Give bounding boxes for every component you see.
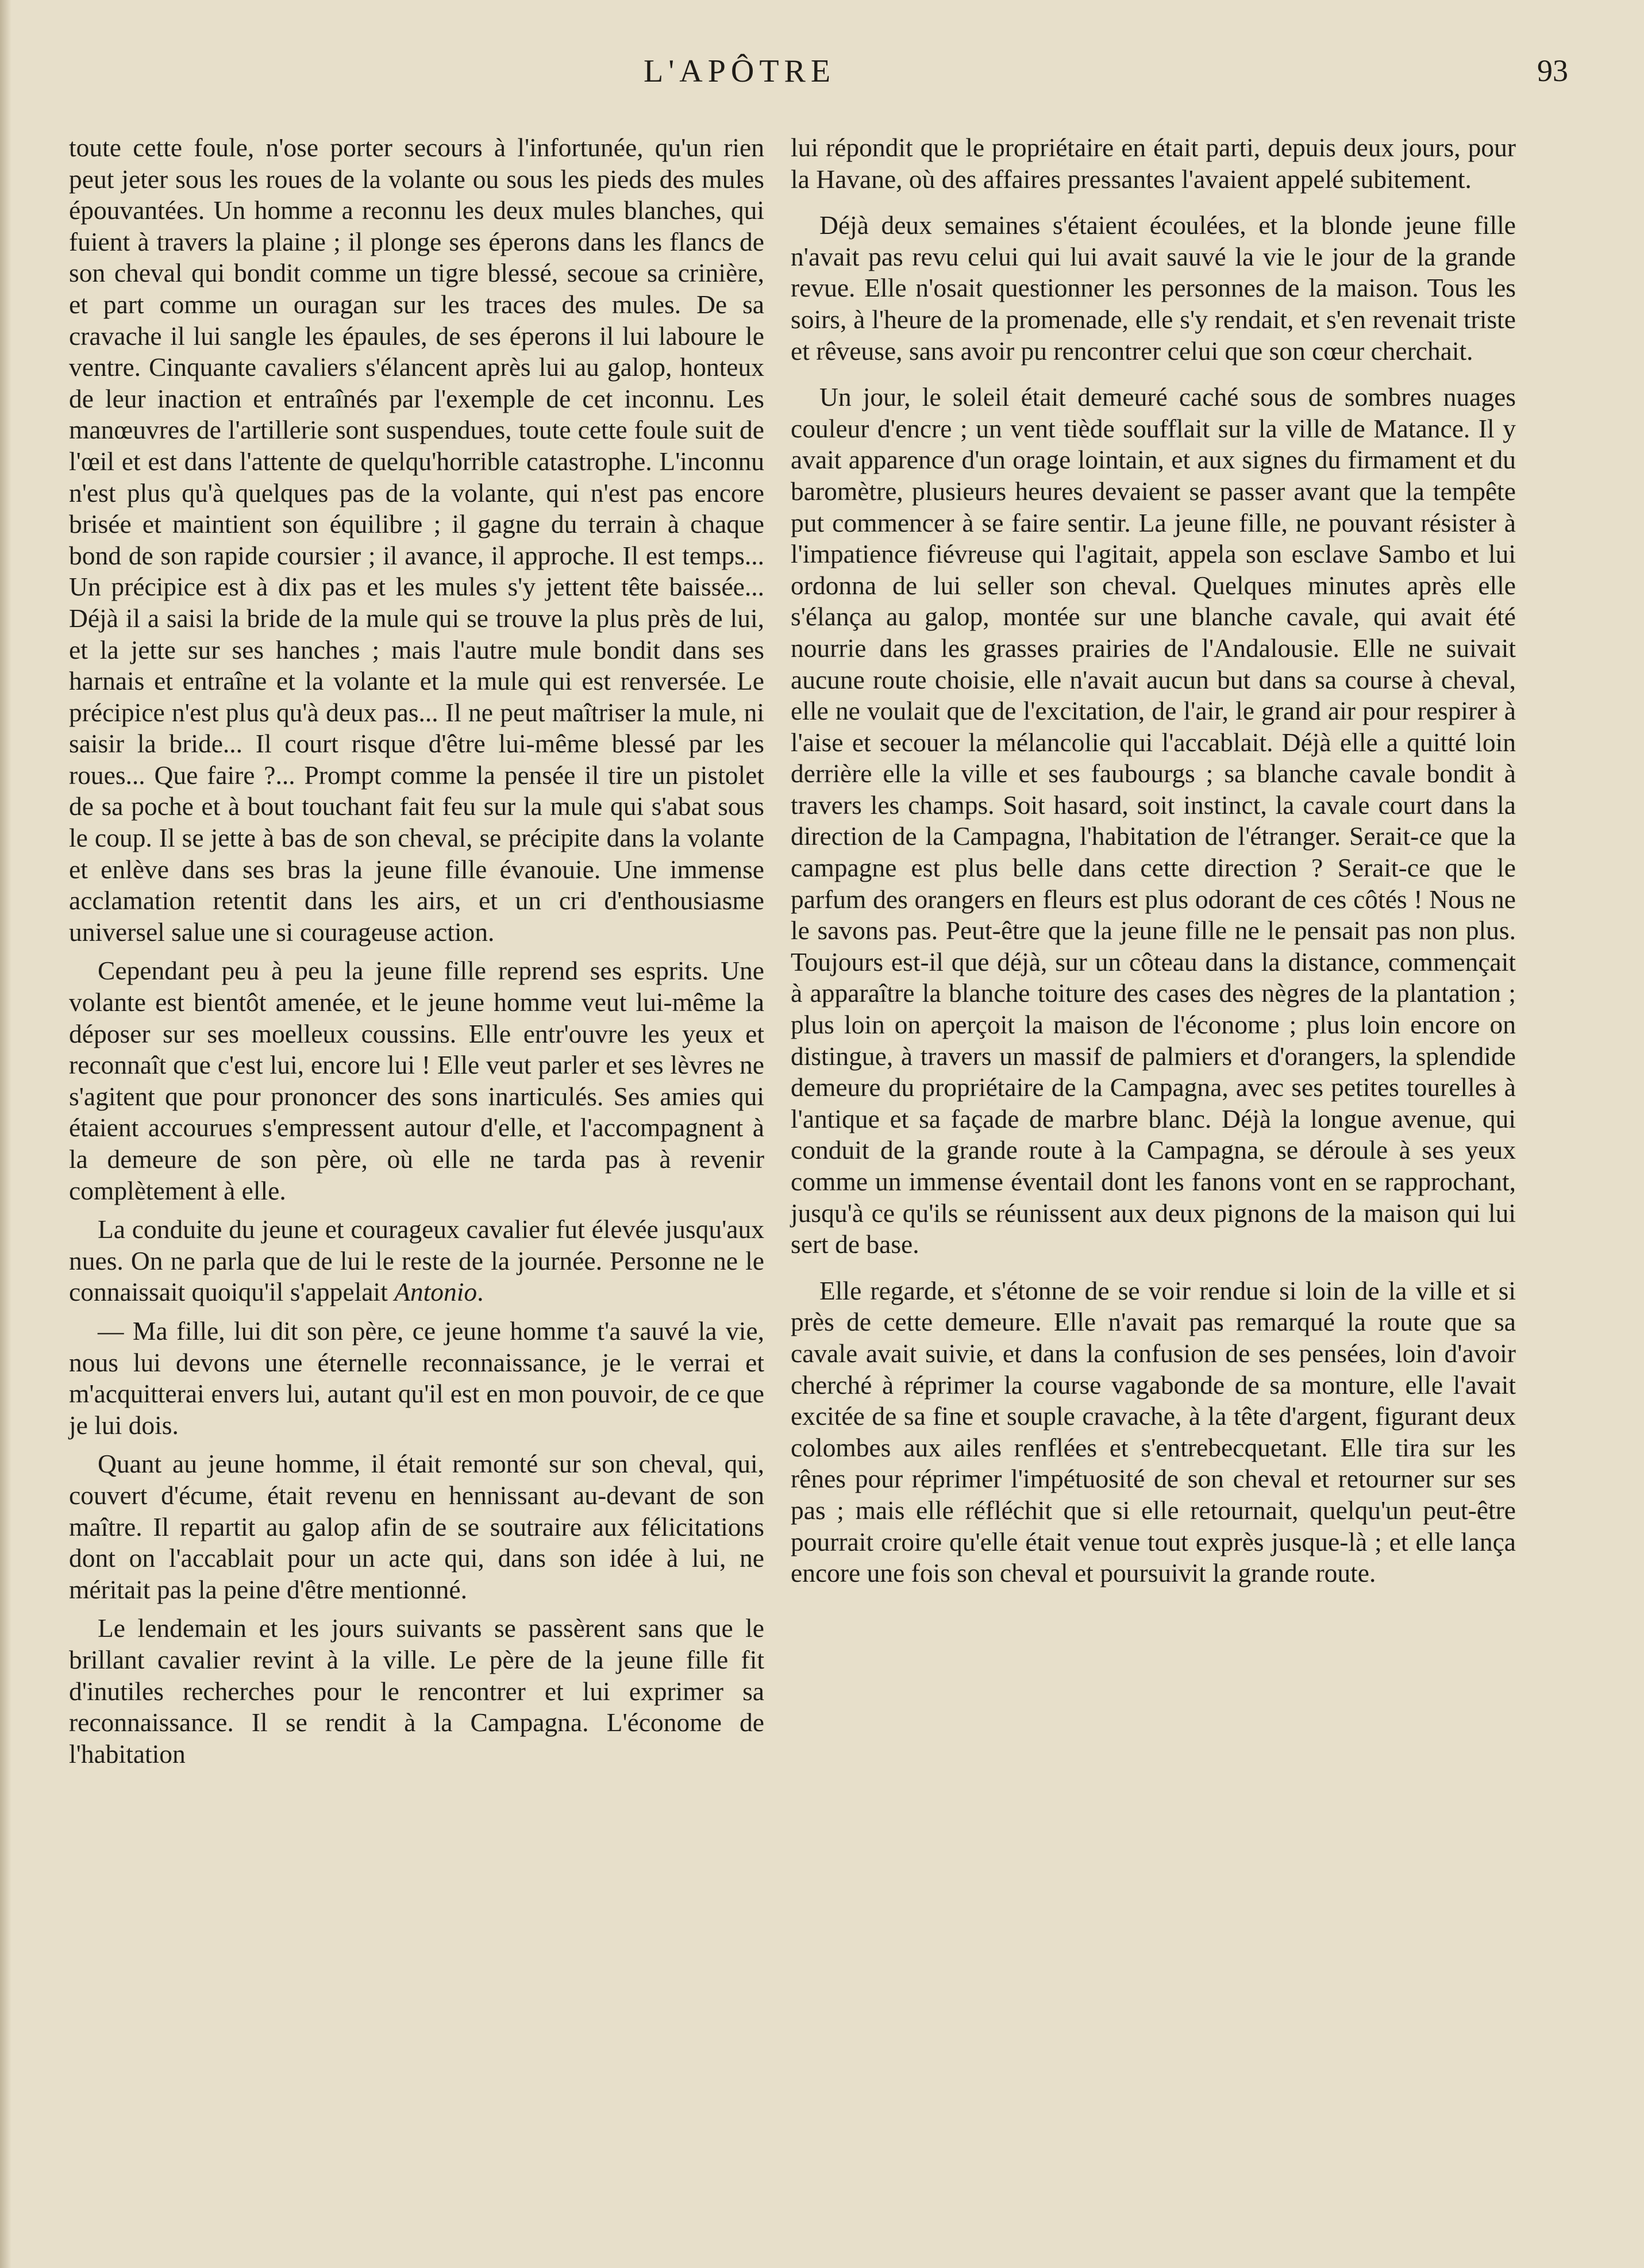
page-binding-shadow <box>0 0 11 2268</box>
text-column-left <box>69 132 764 1777</box>
paragraph: Cependant peu à peu la jeune fille reprend ses esprits. Une volante est bientôt amenée, et le jeune homme veut lui-même la déposer sur ses moelleux coussins. Elle entr'ouvre les yeux et reconnaît que c'est lui, encore lui ! Elle veut parler et ses lèvres ne s'agitent que pour prononcer des sons inarticulés. Ses amies qui étaient accourues s'empressent autour d'elle, et l'accompagnent à la demeure de son père, où elle ne tarda pas à revenir complètement à elle. <box>69 956 764 1205</box>
paragraph: Quant au jeune homme, il était remonté sur son cheval, qui, couvert d'écume, était revenu en hennissant au-devant de son maître. Il repartit au galop afin de se soutraire aux félicitations dont on l'accablait pour un acte qui, dans son idée à lui, ne méritait pas la peine d'être mentionné. <box>69 1449 764 1604</box>
page-number: 93 <box>1537 53 1568 88</box>
paragraph: toute cette foule, n'ose porter secours à l'infortunée, qu'un rien peut jeter sous les roues de la volante ou sous les pieds des mules épouvantées. Un homme a reconnu les deux mules blanches, qui fuient à travers la plaine ; il plonge ses éperons dans les flancs de son cheval qui bondit comme un tigre blessé, secoue sa crinière, et part comme un ouragan sur les traces des mules. De sa cravache il lui sangle les épaules, de ses éperons il lui laboure le ventre. Cinquante cavaliers s'élancent après lui au galop, honteux de leur inaction et entraînés par l'exemple de cet inconnu. Les manœuvres de l'artillerie sont suspendues, toute cette foule suit de l'œil et est dans l'attente de quelqu'horrible catastrophe. L'inconnu n'est plus qu'à quelques pas de la volante, qui n'est pas encore brisée et maintient son équilibre ; il gagne du terrain à chaque bond de son rapide coursier ; il avance, il approche. Il est temps... Un précipice est à dix pas et les mules s'y jettent tête baissée... Déjà il a saisi la bride de la mule qui se trouve la plus près de lui, et la jette sur ses hanches ; mais l'autre mule bondit dans ses harnais et entraîne et la volante et la mule qui est renversée. Le précipice n'est plus qu'à deux pas... Il ne peut maîtriser la mule, ni saisir la bride... Il court risque d'être lui-même blessé par les roues... Que faire ?... Prompt comme la pensée il tire un pistolet de sa poche et à bout touchant fait feu sur la mule qui s'abat sous le coup. Il se jette à bas de son cheval, se précipite dans la volante et enlève dans ses bras la jeune fille évanouie. Une immense acclamation retentit dans les airs, et un cri d'enthousiasme universel salue une si courageuse action. <box>69 133 764 947</box>
text-column-right <box>791 132 1516 1597</box>
paragraph-end: . <box>477 1277 484 1307</box>
character-name: Antonio <box>394 1277 478 1307</box>
paragraph <box>69 1214 764 1308</box>
dialogue-paragraph: — Ma fille, lui dit son père, ce jeune homme t'a sauvé la vie, nous lui devons une éternelle reconnaissance, je le verrai et m'acquitterai envers lui, autant qu'il est en mon pouvoir, de ce que je lui dois. <box>69 1316 764 1440</box>
paragraph-text: La conduite du jeune et courageux cavalier fut élevée jusqu'aux nues. On ne parla que de lui le reste de la journée. Personne ne le connaissait quoiqu'il s'appelait <box>69 1214 764 1307</box>
paragraph: Le lendemain et les jours suivants se passèrent sans que le brillant cavalier revint à la ville. Le père de la jeune fille fit d'inutiles recherches pour le rencontrer et lui exprimer sa reconnaissance. Il se rendit à la Campagna. L'économe de l'habitation <box>69 1613 764 1769</box>
paragraph: Elle regarde, et s'étonne de se voir rendue si loin de la ville et si près de cette demeure. Elle n'avait pas remarqué la route que sa cavale avait suivie, et dans la confusion de ses pensées, loin d'avoir cherché à réprimer la course vagabonde de sa monture, elle l'avait excitée de sa fine et souple cravache, à la tête d'argent, figurant deux colombes aux ailes renflées et s'entrebecquetant. Elle tira sur les rênes pour réprimer l'impétuosité de son cheval et retourner sur ses pas ; mais elle réfléchit que si elle retournait, quelqu'un peut-être pourrait croire qu'elle était venue tout exprès jusque-là ; et elle lança encore une fois son cheval et poursuivit la grande route. <box>791 1275 1516 1588</box>
paragraph: Déjà deux semaines s'étaient écoulées, et la blonde jeune fille n'avait pas revu celui qui lui avait sauvé la vie le jour de la grande revue. Elle n'osait questionner les personnes de la maison. Tous les soirs, à l'heure de la promenade, elle s'y rendait, et s'en revenait triste et rêveuse, sans avoir pu rencontrer celui que son cœur cherchait. <box>791 210 1516 366</box>
running-title: L'APÔTRE <box>644 53 836 89</box>
paragraph: Un jour, le soleil était demeuré caché sous de sombres nuages couleur d'encre ; un vent tiède soufflait sur la ville de Matance. Il y avait apparence d'un orage lointain, et aux signes du firmament et du baromètre, plusieurs heures devaient se passer avant que la tempête put commencer à se faire sentir. La jeune fille, ne pouvant résister à l'impatience fiévreuse qui l'agitait, appela son esclave Sambo et lui ordonna de lui seller son cheval. Quelques minutes après elle s'élança au galop, montée sur une blanche cavale, qui avait été nourrie dans les grasses prairies de l'Andalousie. Elle ne suivait aucune route choisie, elle n'avait aucun but dans sa course à cheval, elle ne voulait que de l'excitation, de l'air, le grand air pour respirer à l'aise et secouer la mélancolie qui l'accablait. Déjà elle a quitté loin derrière elle la ville et ses faubourgs ; sa blanche cavale bondit à travers les champs. Soit hasard, soit instinct, la cavale court dans la direction de la Campagna, l'habitation de l'étranger. Serait-ce que la campagne est plus belle dans cette direction ? Serait-ce que le parfum des orangers en fleurs est plus odorant de ces côtés ! Nous ne le savons pas. Peut-être que la jeune fille ne le pensait pas non plus. Toujours est-il que déjà, sur un côteau dans la distance, commençait à apparaître la blanche toiture des cases des nègres de la plantation ; plus loin on aperçoit la maison de l'économe ; plus loin encore on distingue, à travers un massif de palmiers et d'orangers, la splendide demeure du propriétaire de la Campagna, avec ses petites tourelles à l'antique et sa façade de marbre blanc. Déjà la longue avenue, qui conduit de la grande route à la Campagna, se déroule à ses yeux comme un immense éventail dont les fanons vont en se rapprochant, jusqu'à ce qu'ils se réunissent aux deux pignons de la maison qui lui sert de base. <box>791 382 1516 1259</box>
paragraph: lui répondit que le propriétaire en était parti, depuis deux jours, pour la Havane, où des affaires pressantes l'avaient appelé subitement. <box>791 133 1516 194</box>
